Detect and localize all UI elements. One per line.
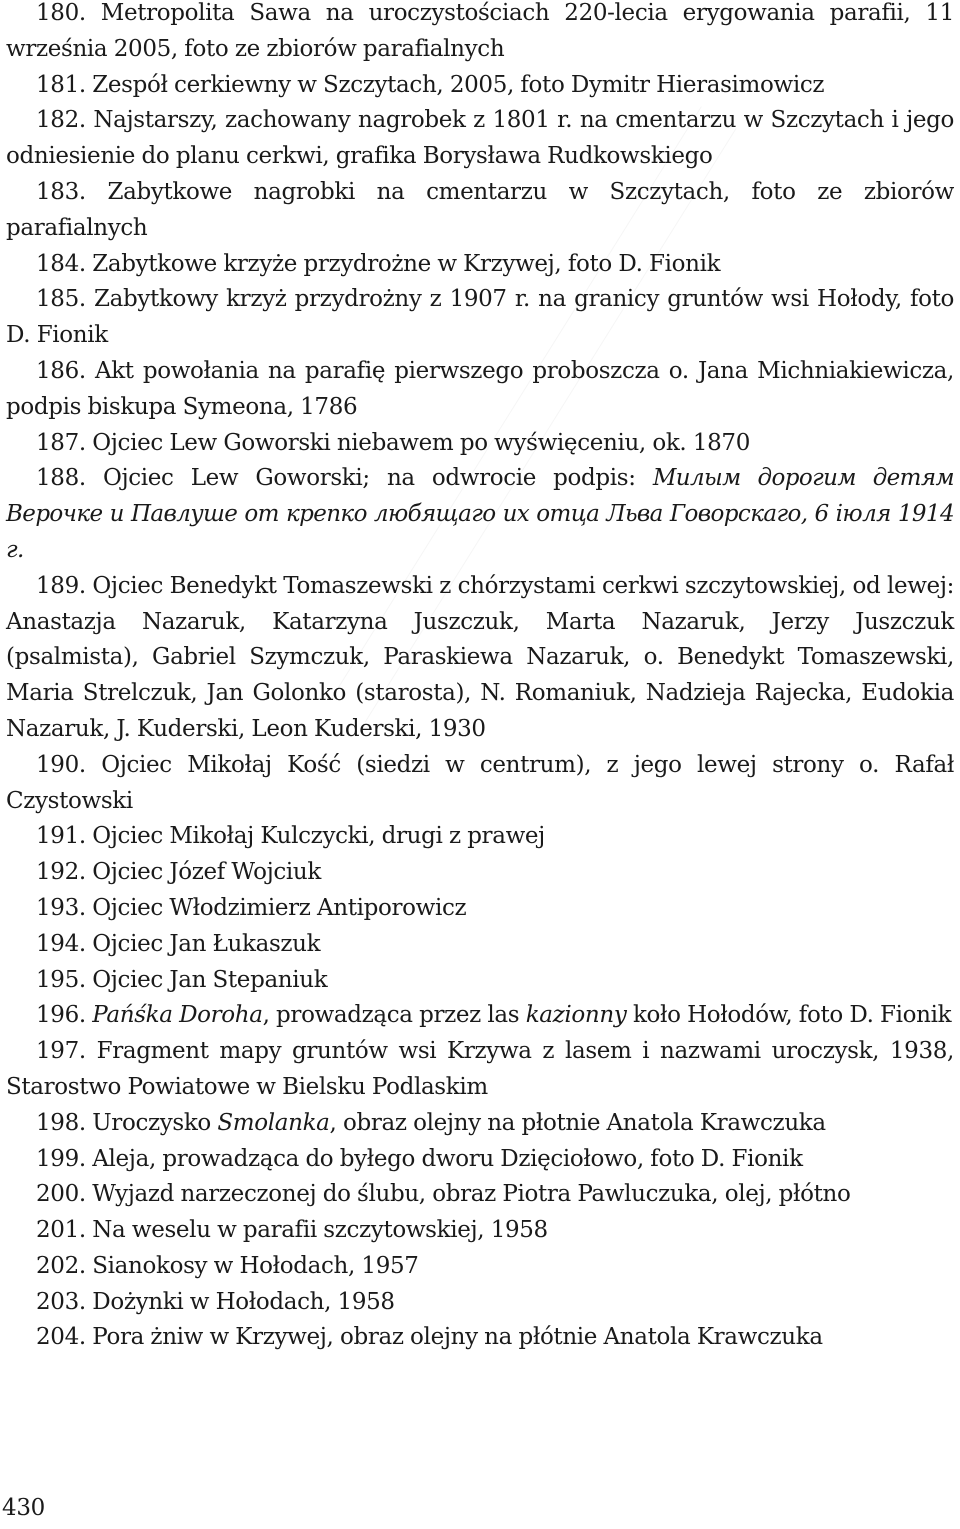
caption-entry (6, 1213, 954, 1249)
caption-text: 196. (36, 1002, 93, 1029)
caption-entry (6, 1320, 954, 1356)
cyrillic-inscription: Милым дорогим детям Верочке и Павлуше от крепко любящаго их отца Льва Говорскаго, 6 iюля 1914 г. (6, 465, 954, 563)
caption-entry (6, 426, 954, 462)
caption-text: 202. Sianokosy w Hołodach, 1957 (36, 1252, 419, 1279)
caption-text: 194. Ojciec Jan Łukaszuk (36, 930, 321, 957)
caption-text: 193. Ojciec Włodzimierz Antiporowicz (36, 894, 467, 921)
caption-entry (6, 855, 954, 891)
caption-entry (6, 1177, 954, 1213)
caption-entry (6, 1142, 954, 1178)
caption-text: 197. Fragment mapy gruntów wsi Krzywa z lasem i nazwami uroczysk, 1938, Starostwo Powiatowe w Bielsku Podlaskim (6, 1038, 954, 1100)
caption-text: 184. Zabytkowe krzyże przydrożne w Krzywej, foto D. Fionik (36, 250, 721, 277)
caption-text: 187. Ojciec Lew Goworski niebawem po wyświęceniu, ok. 1870 (36, 429, 750, 456)
caption-text: 204. Pora żniw w Krzywej, obraz olejny na płótnie Anatola Krawczuka (36, 1324, 823, 1351)
caption-text: 183. Zabytkowe nagrobki na cmentarzu w Szczytach, foto ze zbiorów parafialnych (6, 178, 954, 241)
caption-text: 185. Zabytkowy krzyż przydrożny z 1907 r. na granicy gruntów wsi Hołody, foto D. Fionik (6, 286, 954, 349)
caption-entry (6, 1285, 954, 1321)
caption-entry (6, 68, 954, 104)
caption-entry (6, 1106, 954, 1142)
caption-entry (6, 891, 954, 927)
caption-text: 199. Aleja, prowadząca do byłego dworu Dzięciołowo, foto D. Fionik (36, 1145, 803, 1172)
caption-text: 181. Zespół cerkiewny w Szczytach, 2005, foto Dymitr Hierasimowicz (36, 71, 825, 98)
caption-entry (6, 1034, 954, 1106)
page-number: 430 (2, 1495, 45, 1521)
caption-text: , prowadząca przez las (262, 1002, 526, 1029)
caption-entry (6, 963, 954, 999)
caption-text: 180. Metropolita Sawa na uroczystościach 220-lecia erygowania parafii, 11 września 2005, foto ze zbiorów parafialnych (6, 0, 954, 62)
caption-entry (6, 569, 954, 748)
caption-text: 186. Akt powołania na parafię pierwszego proboszcza o. Jana Michniakiewicza, podpis biskupa Symeona, 1786 (6, 357, 954, 420)
caption-entry (6, 927, 954, 963)
caption-entry (6, 175, 954, 247)
italic-title: Pańśka Doroha (92, 1002, 263, 1029)
caption-text: koło Hołodów, foto D. Fionik (626, 1002, 952, 1029)
caption-text: 200. Wyjazd narzeczonej do ślubu, obraz Piotra Pawluczuka, olej, płótno (36, 1181, 851, 1208)
caption-text: 182. Najstarszy, zachowany nagrobek z 1801 r. na cmentarzu w Szczytach i jego odniesienie do planu cerkwi, grafika Borysława Rudkowskiego (6, 107, 954, 170)
caption-text: 188. Ojciec Lew Goworski; na odwrocie podpis: (36, 465, 653, 492)
caption-text: 195. Ojciec Jan Stepaniuk (36, 966, 328, 993)
caption-entry (6, 354, 954, 426)
caption-entry (6, 282, 954, 354)
italic-title: kazionny (525, 1002, 627, 1029)
caption-list (6, 0, 954, 1356)
caption-entry (6, 1249, 954, 1285)
caption-text: 191. Ojciec Mikołaj Kulczycki, drugi z prawej (36, 823, 545, 850)
caption-text: 192. Ojciec Józef Wojciuk (36, 859, 321, 886)
caption-text: 198. Uroczysko (36, 1109, 218, 1136)
italic-title: Smolanka (217, 1109, 330, 1136)
caption-entry (6, 103, 954, 175)
caption-entry (6, 998, 954, 1034)
caption-entry (6, 819, 954, 855)
caption-text: , obraz olejny na płotnie Anatola Krawczuka (329, 1109, 826, 1136)
caption-entry (6, 461, 954, 568)
caption-text: 201. Na weselu w parafii szczytowskiej, 1958 (36, 1217, 548, 1244)
caption-text: 203. Dożynki w Hołodach, 1958 (36, 1288, 395, 1315)
caption-entry (6, 247, 954, 283)
caption-text: 190. Ojciec Mikołaj Kość (siedzi w centrum), z jego lewej strony o. Rafał Czystowski (6, 751, 954, 814)
caption-entry (6, 748, 954, 820)
caption-entry (6, 0, 954, 68)
caption-text: 189. Ojciec Benedykt Tomaszewski z chórzystami cerkwi szczytowskiej, od lewej: Anastazja Nazaruk, Katarzyna Juszczuk, Marta Nazaruk, Jerzy Juszczuk (psalmista), Gabriel Szymczuk, Paraskiewa Nazaruk, o. Benedykt Tomaszewski, Maria Strelczuk, Jan Golonko (starosta), N. Romaniuk, Nadzieja Rajecka, Eudokia Nazaruk, J. Kuderski, Leon Kuderski, 1930 (6, 572, 954, 742)
